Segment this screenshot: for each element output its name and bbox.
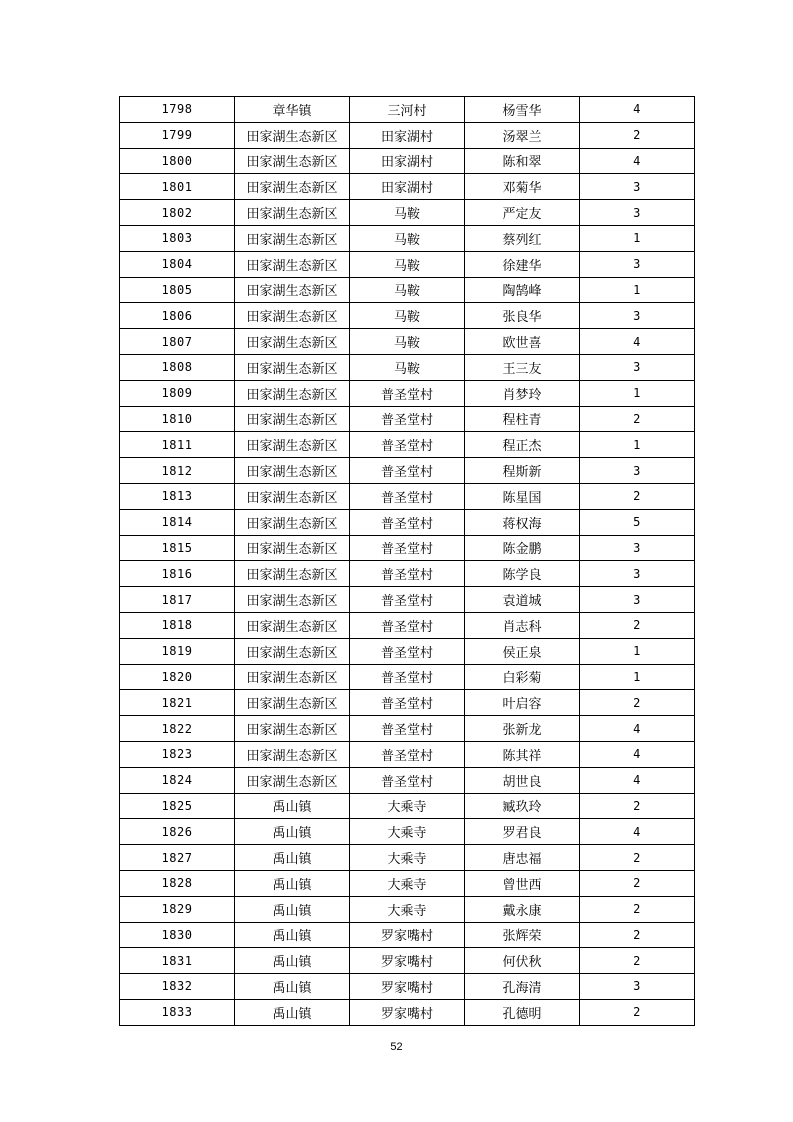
cell-name: 蒋权海: [465, 509, 580, 535]
cell-town: 禹山镇: [235, 870, 350, 896]
cell-id: 1831: [120, 948, 235, 974]
table-row: [120, 148, 695, 174]
cell-town: 田家湖生态新区: [235, 509, 350, 535]
cell-id: 1814: [120, 509, 235, 535]
records-table-body: [120, 97, 695, 1026]
cell-count: 3: [580, 251, 695, 277]
cell-name: 曾世西: [465, 870, 580, 896]
cell-town: 田家湖生态新区: [235, 380, 350, 406]
cell-town: 田家湖生态新区: [235, 354, 350, 380]
cell-count: 3: [580, 561, 695, 587]
cell-id: 1825: [120, 793, 235, 819]
cell-name: 陶鹄峰: [465, 277, 580, 303]
cell-count: 4: [580, 819, 695, 845]
table-row: [120, 819, 695, 845]
cell-name: 蔡列红: [465, 225, 580, 251]
table-row: [120, 845, 695, 871]
cell-town: 禹山镇: [235, 948, 350, 974]
cell-name: 程斯新: [465, 458, 580, 484]
cell-id: 1815: [120, 535, 235, 561]
cell-id: 1803: [120, 225, 235, 251]
cell-id: 1809: [120, 380, 235, 406]
cell-name: 陈其祥: [465, 741, 580, 767]
cell-village: 普圣堂村: [350, 690, 465, 716]
cell-village: 马鞍: [350, 277, 465, 303]
cell-town: 禹山镇: [235, 845, 350, 871]
cell-village: 三河村: [350, 97, 465, 123]
cell-count: 2: [580, 406, 695, 432]
cell-name: 唐忠福: [465, 845, 580, 871]
cell-village: 普圣堂村: [350, 587, 465, 613]
cell-count: 2: [580, 793, 695, 819]
cell-id: 1798: [120, 97, 235, 123]
cell-village: 马鞍: [350, 200, 465, 226]
cell-name: 何伏秋: [465, 948, 580, 974]
cell-village: 普圣堂村: [350, 535, 465, 561]
cell-village: 普圣堂村: [350, 509, 465, 535]
table-row: [120, 483, 695, 509]
cell-village: 普圣堂村: [350, 406, 465, 432]
table-row: [120, 974, 695, 1000]
cell-village: 普圣堂村: [350, 458, 465, 484]
table-row: [120, 406, 695, 432]
cell-village: 田家湖村: [350, 148, 465, 174]
cell-name: 肖志科: [465, 612, 580, 638]
cell-name: 程柱青: [465, 406, 580, 432]
cell-village: 普圣堂村: [350, 380, 465, 406]
cell-town: 禹山镇: [235, 819, 350, 845]
cell-name: 陈星国: [465, 483, 580, 509]
cell-id: 1811: [120, 432, 235, 458]
cell-count: 2: [580, 690, 695, 716]
cell-village: 普圣堂村: [350, 432, 465, 458]
cell-village: 罗家嘴村: [350, 974, 465, 1000]
table-row: [120, 251, 695, 277]
cell-id: 1829: [120, 896, 235, 922]
cell-count: 4: [580, 716, 695, 742]
cell-town: 禹山镇: [235, 999, 350, 1025]
cell-town: 田家湖生态新区: [235, 638, 350, 664]
cell-count: 3: [580, 458, 695, 484]
cell-count: 2: [580, 483, 695, 509]
cell-id: 1832: [120, 974, 235, 1000]
table-row: [120, 354, 695, 380]
cell-town: 禹山镇: [235, 896, 350, 922]
cell-town: 田家湖生态新区: [235, 690, 350, 716]
cell-count: 4: [580, 741, 695, 767]
table-row: [120, 587, 695, 613]
cell-name: 张新龙: [465, 716, 580, 742]
cell-village: 普圣堂村: [350, 741, 465, 767]
table-row: [120, 948, 695, 974]
cell-name: 汤翠兰: [465, 122, 580, 148]
cell-village: 马鞍: [350, 303, 465, 329]
cell-town: 田家湖生态新区: [235, 277, 350, 303]
cell-name: 孔海清: [465, 974, 580, 1000]
cell-id: 1818: [120, 612, 235, 638]
cell-name: 罗君良: [465, 819, 580, 845]
cell-count: 1: [580, 638, 695, 664]
table-row: [120, 896, 695, 922]
cell-id: 1833: [120, 999, 235, 1025]
table-row: [120, 97, 695, 123]
cell-town: 田家湖生态新区: [235, 483, 350, 509]
cell-village: 罗家嘴村: [350, 999, 465, 1025]
cell-name: 陈学良: [465, 561, 580, 587]
cell-id: 1810: [120, 406, 235, 432]
table-row: [120, 999, 695, 1025]
cell-name: 侯正泉: [465, 638, 580, 664]
cell-id: 1819: [120, 638, 235, 664]
table-row: [120, 122, 695, 148]
cell-village: 马鞍: [350, 251, 465, 277]
table-row: [120, 277, 695, 303]
cell-name: 臧玖玲: [465, 793, 580, 819]
cell-town: 田家湖生态新区: [235, 664, 350, 690]
cell-count: 1: [580, 277, 695, 303]
cell-village: 田家湖村: [350, 122, 465, 148]
cell-count: 1: [580, 664, 695, 690]
cell-village: 普圣堂村: [350, 716, 465, 742]
table-row: [120, 561, 695, 587]
table-row: [120, 458, 695, 484]
cell-town: 田家湖生态新区: [235, 716, 350, 742]
cell-count: 2: [580, 999, 695, 1025]
table-row: [120, 380, 695, 406]
cell-id: 1805: [120, 277, 235, 303]
cell-id: 1817: [120, 587, 235, 613]
cell-count: 2: [580, 922, 695, 948]
cell-id: 1807: [120, 329, 235, 355]
cell-count: 3: [580, 587, 695, 613]
cell-count: 4: [580, 148, 695, 174]
cell-count: 2: [580, 870, 695, 896]
cell-count: 3: [580, 303, 695, 329]
cell-count: 3: [580, 200, 695, 226]
cell-name: 戴永康: [465, 896, 580, 922]
cell-village: 大乘寺: [350, 845, 465, 871]
table-row: [120, 741, 695, 767]
cell-name: 袁道城: [465, 587, 580, 613]
cell-name: 严定友: [465, 200, 580, 226]
cell-count: 2: [580, 612, 695, 638]
cell-town: 田家湖生态新区: [235, 612, 350, 638]
cell-name: 邓菊华: [465, 174, 580, 200]
cell-count: 4: [580, 97, 695, 123]
table-row: [120, 329, 695, 355]
table-row: [120, 767, 695, 793]
cell-id: 1820: [120, 664, 235, 690]
cell-town: 田家湖生态新区: [235, 251, 350, 277]
cell-count: 3: [580, 174, 695, 200]
cell-village: 田家湖村: [350, 174, 465, 200]
cell-village: 马鞍: [350, 354, 465, 380]
cell-town: 田家湖生态新区: [235, 303, 350, 329]
cell-town: 章华镇: [235, 97, 350, 123]
table-row: [120, 303, 695, 329]
table-row: [120, 922, 695, 948]
cell-id: 1821: [120, 690, 235, 716]
cell-id: 1830: [120, 922, 235, 948]
cell-town: 田家湖生态新区: [235, 432, 350, 458]
cell-village: 罗家嘴村: [350, 922, 465, 948]
table-row: [120, 612, 695, 638]
cell-id: 1812: [120, 458, 235, 484]
table-row: [120, 535, 695, 561]
cell-town: 田家湖生态新区: [235, 122, 350, 148]
cell-id: 1816: [120, 561, 235, 587]
cell-count: 2: [580, 896, 695, 922]
cell-name: 张良华: [465, 303, 580, 329]
cell-name: 欧世喜: [465, 329, 580, 355]
cell-id: 1799: [120, 122, 235, 148]
cell-count: 2: [580, 845, 695, 871]
cell-town: 田家湖生态新区: [235, 587, 350, 613]
table-row: [120, 638, 695, 664]
cell-id: 1824: [120, 767, 235, 793]
cell-id: 1801: [120, 174, 235, 200]
cell-name: 肖梦玲: [465, 380, 580, 406]
page-number: 52: [390, 1041, 403, 1053]
cell-count: 1: [580, 380, 695, 406]
cell-village: 大乘寺: [350, 793, 465, 819]
cell-count: 3: [580, 354, 695, 380]
cell-town: 田家湖生态新区: [235, 174, 350, 200]
table-row: [120, 870, 695, 896]
cell-town: 禹山镇: [235, 974, 350, 1000]
cell-town: 禹山镇: [235, 793, 350, 819]
cell-village: 普圣堂村: [350, 664, 465, 690]
cell-name: 杨雪华: [465, 97, 580, 123]
table-row: [120, 174, 695, 200]
cell-name: 陈金鹏: [465, 535, 580, 561]
table-row: [120, 716, 695, 742]
cell-village: 大乘寺: [350, 819, 465, 845]
cell-count: 2: [580, 948, 695, 974]
cell-town: 田家湖生态新区: [235, 148, 350, 174]
cell-town: 田家湖生态新区: [235, 200, 350, 226]
cell-village: 普圣堂村: [350, 612, 465, 638]
cell-village: 罗家嘴村: [350, 948, 465, 974]
cell-name: 叶启容: [465, 690, 580, 716]
cell-id: 1823: [120, 741, 235, 767]
table-row: [120, 432, 695, 458]
cell-town: 田家湖生态新区: [235, 535, 350, 561]
cell-town: 禹山镇: [235, 922, 350, 948]
table-row: [120, 200, 695, 226]
cell-village: 普圣堂村: [350, 638, 465, 664]
cell-id: 1827: [120, 845, 235, 871]
cell-id: 1826: [120, 819, 235, 845]
table-row: [120, 225, 695, 251]
table-row: [120, 509, 695, 535]
cell-village: 普圣堂村: [350, 483, 465, 509]
cell-village: 普圣堂村: [350, 561, 465, 587]
cell-village: 大乘寺: [350, 870, 465, 896]
cell-village: 普圣堂村: [350, 767, 465, 793]
cell-count: 5: [580, 509, 695, 535]
cell-name: 程正杰: [465, 432, 580, 458]
cell-id: 1822: [120, 716, 235, 742]
cell-count: 3: [580, 535, 695, 561]
cell-town: 田家湖生态新区: [235, 767, 350, 793]
cell-town: 田家湖生态新区: [235, 561, 350, 587]
cell-id: 1802: [120, 200, 235, 226]
records-table: [119, 96, 695, 1026]
cell-town: 田家湖生态新区: [235, 329, 350, 355]
cell-id: 1800: [120, 148, 235, 174]
table-row: [120, 664, 695, 690]
table-row: [120, 793, 695, 819]
cell-name: 张辉荣: [465, 922, 580, 948]
cell-name: 孔德明: [465, 999, 580, 1025]
cell-town: 田家湖生态新区: [235, 225, 350, 251]
cell-town: 田家湖生态新区: [235, 741, 350, 767]
cell-village: 大乘寺: [350, 896, 465, 922]
cell-town: 田家湖生态新区: [235, 458, 350, 484]
cell-name: 胡世良: [465, 767, 580, 793]
cell-count: 2: [580, 122, 695, 148]
cell-id: 1804: [120, 251, 235, 277]
cell-village: 马鞍: [350, 329, 465, 355]
cell-count: 1: [580, 432, 695, 458]
cell-name: 徐建华: [465, 251, 580, 277]
cell-id: 1808: [120, 354, 235, 380]
cell-count: 4: [580, 329, 695, 355]
cell-name: 王三友: [465, 354, 580, 380]
cell-town: 田家湖生态新区: [235, 406, 350, 432]
cell-count: 4: [580, 767, 695, 793]
cell-id: 1828: [120, 870, 235, 896]
cell-id: 1806: [120, 303, 235, 329]
cell-count: 3: [580, 974, 695, 1000]
cell-id: 1813: [120, 483, 235, 509]
cell-name: 白彩菊: [465, 664, 580, 690]
cell-name: 陈和翠: [465, 148, 580, 174]
cell-village: 马鞍: [350, 225, 465, 251]
cell-count: 1: [580, 225, 695, 251]
table-row: [120, 690, 695, 716]
